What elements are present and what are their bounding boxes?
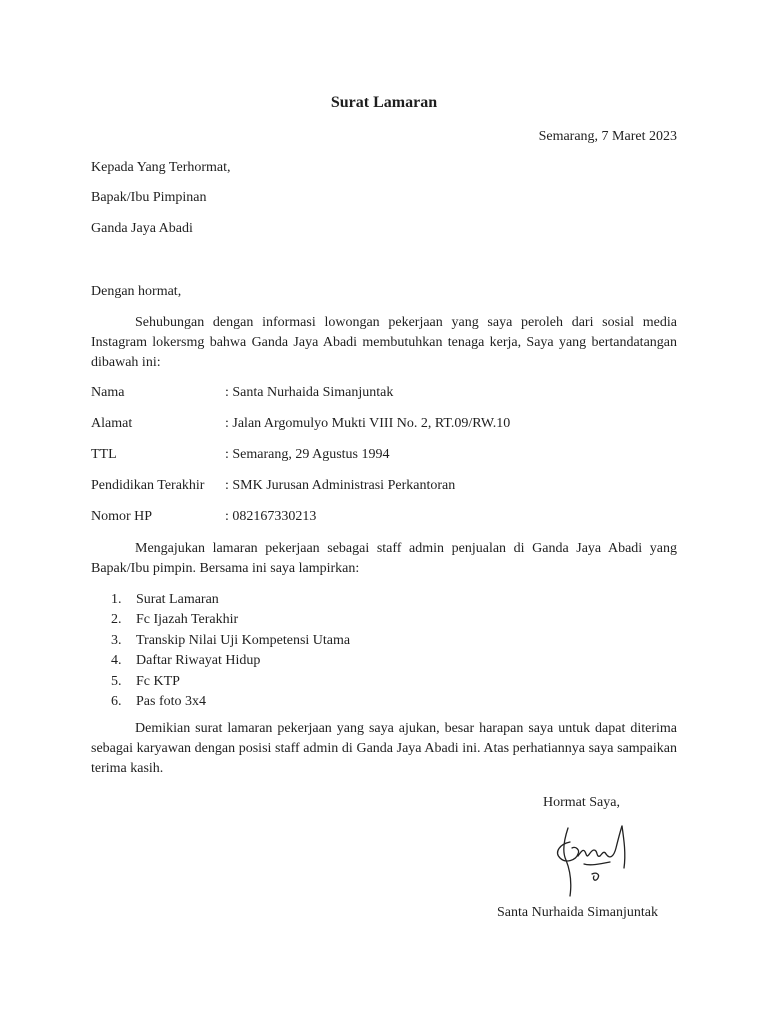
list-item-number: 5. bbox=[111, 673, 122, 689]
list-item bbox=[91, 590, 350, 610]
list-item bbox=[91, 651, 350, 671]
list-item-number: 4. bbox=[111, 653, 122, 669]
letter-title: Surat Lamaran bbox=[330, 94, 438, 111]
field-value-nama: : Santa Nurhaida Simanjuntak bbox=[225, 385, 394, 400]
attachment-list bbox=[91, 590, 350, 712]
intro-paragraph: Sehubungan dengan informasi lowongan pekerjaan yang saya peroleh dari sosial media Instagram lokersmg bahwa Ganda Jaya Abadi membutuhkan tenaga kerja, Saya yang bertandatangan dibawah ini: bbox=[91, 315, 677, 370]
field-value-ttl: : Semarang, 29 Agustus 1994 bbox=[225, 447, 390, 462]
field-label-ttl: TTL bbox=[91, 447, 117, 462]
list-item-text: Fc Ijazah Terakhir bbox=[136, 612, 239, 628]
list-item-number: 6. bbox=[111, 693, 122, 709]
field-value-nomor-hp: : 082167330213 bbox=[225, 509, 317, 524]
closing-salutation: Hormat Saya, bbox=[543, 795, 620, 810]
greeting: Dengan hormat, bbox=[91, 284, 182, 299]
recipient-line-2: Bapak/Ibu Pimpinan bbox=[91, 190, 207, 205]
list-item-number: 1. bbox=[111, 592, 122, 607]
application-paragraph: Mengajukan lamaran pekerjaan sebagai staff admin penjualan di Ganda Jaya Abadi yang Bapak/Ibu pimpin. Bersama ini saya lampirkan: bbox=[91, 541, 677, 576]
list-item bbox=[91, 631, 350, 651]
recipient-line-3: Ganda Jaya Abadi bbox=[91, 221, 193, 236]
recipient-line-1: Kepada Yang Terhormat, bbox=[91, 160, 231, 175]
list-item-text: Pas foto 3x4 bbox=[136, 693, 206, 709]
list-item-number: 2. bbox=[111, 612, 122, 628]
list-item-text: Surat Lamaran bbox=[136, 592, 219, 607]
closing-paragraph: Demikian surat lamaran pekerjaan yang saya ajukan, besar harapan saya untuk dapat diterima sebagai karyawan dengan posisi staff admin di Ganda Jaya Abadi ini. Atas perhatiannya saya sampaikan terima kasih. bbox=[91, 721, 677, 776]
list-item bbox=[91, 672, 350, 692]
list-item bbox=[91, 610, 350, 630]
letter-date: Semarang, 7 Maret 2023 bbox=[538, 129, 677, 144]
handwritten-signature bbox=[540, 820, 640, 900]
field-value-alamat: : Jalan Argomulyo Mukti VIII No. 2, RT.09/RW.10 bbox=[225, 416, 511, 431]
field-label-alamat: Alamat bbox=[91, 416, 133, 431]
list-item-text: Transkip Nilai Uji Kompetensi Utama bbox=[136, 632, 351, 648]
list-item bbox=[91, 692, 350, 712]
field-label-nama: Nama bbox=[91, 385, 125, 400]
signer-name: Santa Nurhaida Simanjuntak bbox=[497, 905, 658, 920]
list-item-text: Daftar Riwayat Hidup bbox=[136, 653, 261, 669]
field-label-pendidikan: Pendidikan Terakhir bbox=[91, 478, 205, 493]
list-item-number: 3. bbox=[111, 632, 122, 648]
list-item-text: Fc KTP bbox=[136, 673, 180, 689]
field-value-pendidikan: : SMK Jurusan Administrasi Perkantoran bbox=[225, 478, 456, 493]
field-label-nomor-hp: Nomor HP bbox=[91, 509, 153, 524]
